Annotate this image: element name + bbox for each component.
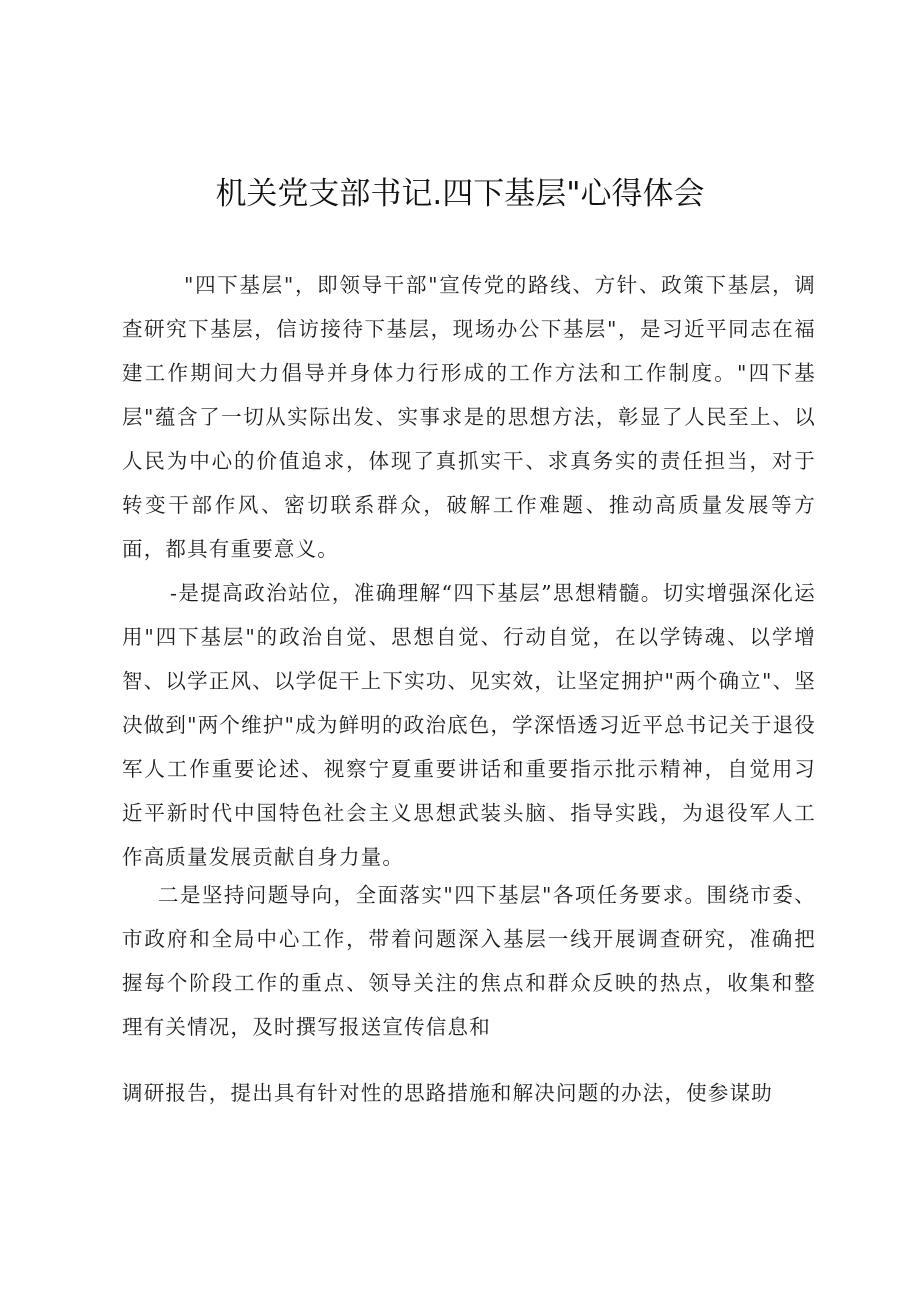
document-title: 机关党支部书记.四下基层"心得体会 [215, 176, 705, 212]
paragraph-point-one: -是提高政治站位，准确理解“四下基层”思想精髓。切实增强深化运用"四下基层"的政治自觉、思想自觉、行动自觉，在以学铸魂、以学增智、以学正风、以学促干上下实功、见实效，让坚定拥护"两个确立"、坚决做到"两个维护"成为鲜明的政治底色，学深悟透习近平总书记关于退役军人工作重要论述、视察宁夏重要讲话和重要指示批示精神，自觉用习近平新时代中国特色社会主义思想武装头脑、指导实践，为退役军人工作高质量发展贡献自身力量。 [122, 581, 816, 869]
paragraph-point-two: 二是坚持问题导向，全面落实"四下基层"各项任务要求。围绕市委、市政府和全局中心工作，带着问题深入基层一线开展调查研究，准确把握每个阶段工作的重点、领导关注的焦点和群众反映的热点，收集和整理有关情况，及时撰写报送宣传信息和 [122, 883, 816, 1039]
paragraph-intro: "四下基层"，即领导干部"宣传党的路线、方针、政策下基层，调查研究下基层，信访接待下基层，现场办公下基层"，是习近平同志在福建工作期间大力倡导并身体力行形成的工作方法和工作制度。"四下基层"蕴含了一切从实际出发、实事求是的思想方法，彰显了人民至上、以人民为中心的价值追求，体现了真抓实干、求真务实的责任担当，对于转变干部作风、密切联系群众，破解工作难题、推动高质量发展等方面，都具有重要意义。 [122, 273, 816, 561]
paragraph-continuation: 调研报告，提出具有针对性的思路措施和解决问题的办法，使参谋助 [122, 1081, 773, 1105]
